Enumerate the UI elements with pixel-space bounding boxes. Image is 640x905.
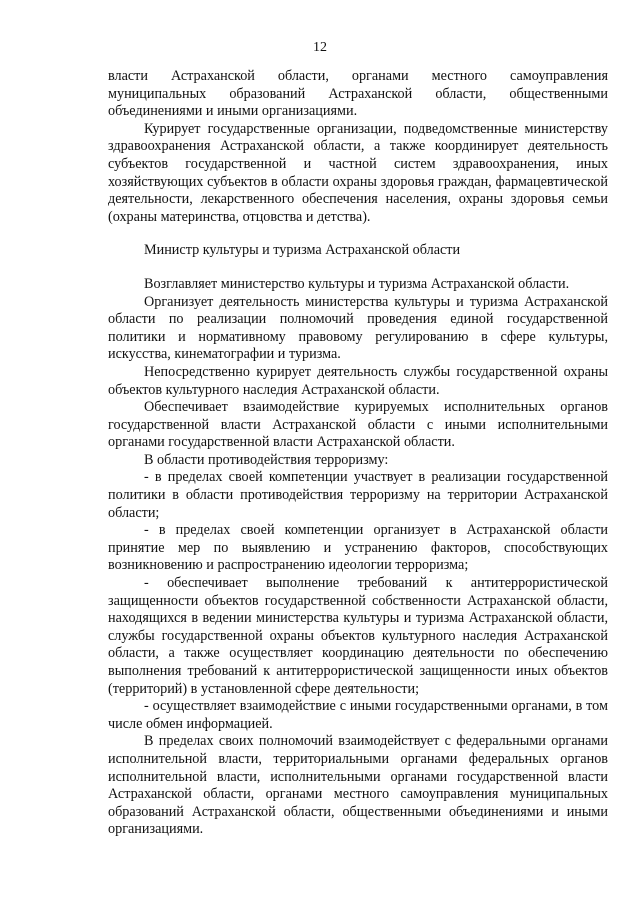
page-number: 12 [313,40,327,55]
paragraph-supervises-service: Непосредственно курирует деятельность службы государственной охраны объектов культурного наследия Астраханской области. [108,363,608,398]
section-heading-minister-culture: Министр культуры и туризма Астраханской области [144,242,461,259]
document-body [108,68,608,839]
paragraph-federal-interaction: В пределах своих полномочий взаимодействует с федеральными органами исполнительной власти, территориальными органами федеральных органов исполнительной власти, исполнительными органами государственной власти Астраханской области, органами местного самоуправления муниципальных образований Астраханской области, общественными объединениями и иными организациями. [108,733,608,838]
paragraph-organizes-activity: Организует деятельность министерства культуры и туризма Астраханской области по реализации полномочий проведения единой государственной политики и нормативному правовому регулированию в сфере культуры, искусства, кинематографии и туризма. [108,293,608,363]
paragraph-continuation: власти Астраханской области, органами местного самоуправления муниципальных образований Астраханской области, общественными объединениями и иными организациями. [108,68,608,120]
list-item-antiterror-protection: - обеспечивает выполнение требований к антитеррористической защищенности объектов государственной собственности Астраханской области, находящихся в ведении министерства культуры и туризма Астраханской области, службы государственной охраны объектов культурного наследия Астраханской области, а также осуществляет координацию деятельности по обеспечению выполнения требований к антитеррористической защищенности иных объектов (территорий) в установленной сфере деятельности; [108,575,608,697]
paragraph-health-oversight: Курирует государственные организации, подведомственные министерству здравоохранения Астраханской области, а также координирует деятельность субъектов государственной и частной систем здравоохранения, иных хозяйствующих субъектов в области охраны здоровья граждан, фармацевтической деятельности, лекарственного обеспечения населения, охраны здоровья семьи (охраны материнства, отцовства и детства). [108,120,608,225]
list-item-counterterrorism-measures: - в пределах своей компетенции организует в Астраханской области принятие мер по выявлению и устранению факторов, способствующих возникновению и распространению идеологии терроризма; [108,522,608,574]
list-item-counterterrorism-policy: - в пределах своей компетенции участвует в реализации государственной политики в области противодействия терроризму на территории Астраханской области; [108,469,608,521]
paragraph-counterterrorism-intro: В области противодействия терроризму: [144,451,389,468]
paragraph-ensures-interaction: Обеспечивает взаимодействие курируемых исполнительных органов государственной власти Астраханской области с иными исполнительными органами государственной власти Астраханской области. [108,399,608,451]
list-item-information-exchange: - осуществляет взаимодействие с иными государственными органами, в том числе обмен информацией. [108,698,608,732]
paragraph-heads-ministry: Возглавляет министерство культуры и туризма Астраханской области. [144,275,570,292]
